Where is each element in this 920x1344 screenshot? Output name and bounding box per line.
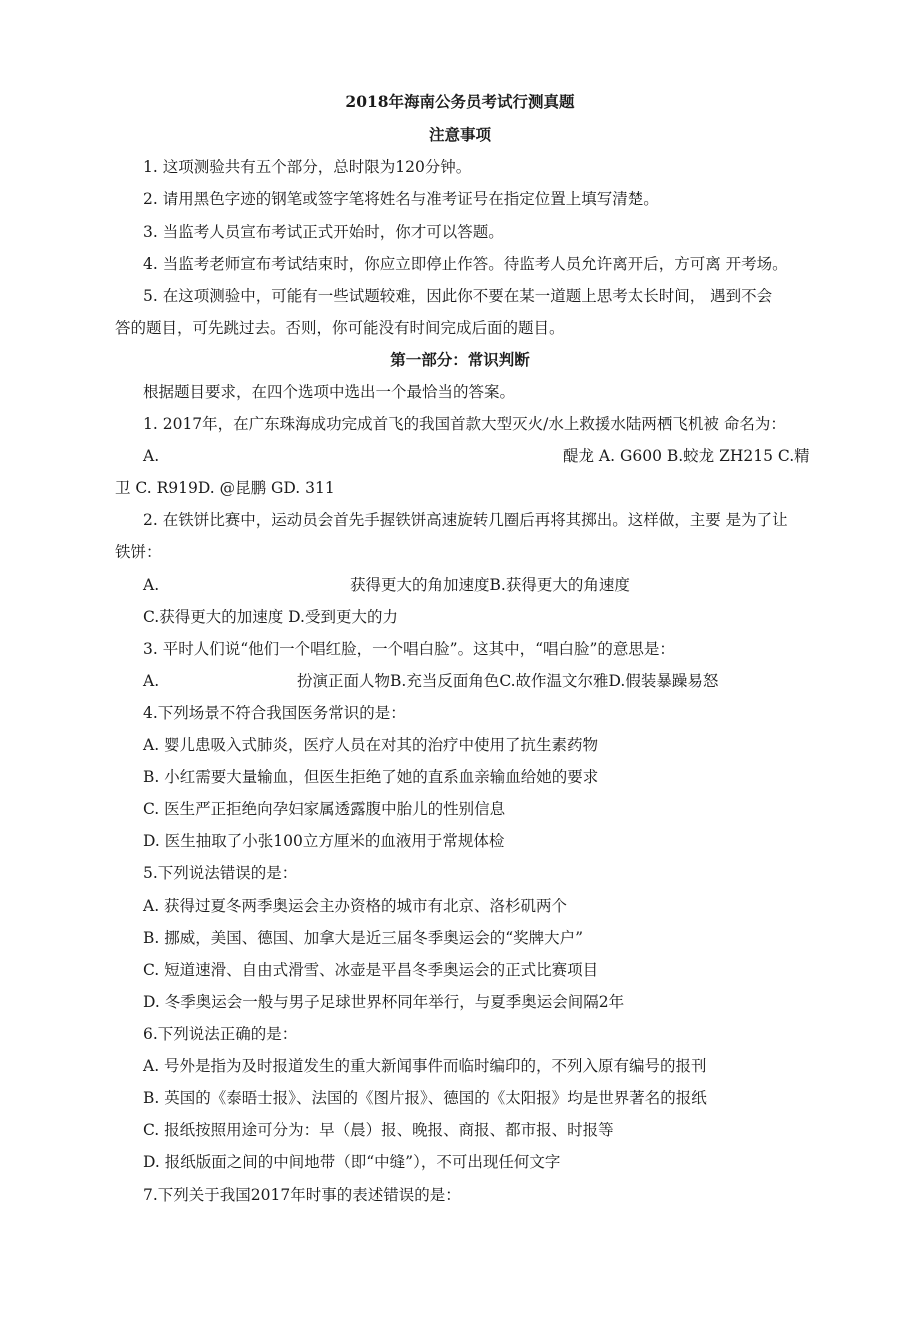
q6-stem: 6.下列说法正确的是： (143, 1025, 298, 1043)
part1-heading: 第一部分：常识判断 (390, 350, 530, 369)
notice-item-4: 4. 当监考老师宣布考试结束时，你应立即停止作答。待监考人员允许离开后，方可离 开考场。 (143, 255, 788, 273)
q2-options-line1: 获得更大的角加速度B.获得更大的角速度 (350, 576, 630, 594)
q4-stem: 4.下列场景不符合我国医务常识的是： (143, 704, 406, 722)
q1-options-line2: 卫 C. R919D. @昆鹏 GD. 311 (115, 479, 335, 497)
q3-label: A. (143, 672, 160, 690)
q4-option-b: B. 小红需要大量输血，但医生拒绝了她的直系血亲输血给她的要求 (143, 768, 599, 786)
notice-item-1: 1. 这项测验共有五个部分，总时限为120分钟。 (143, 158, 472, 176)
q5-stem: 5.下列说法错误的是： (143, 864, 298, 882)
q4-option-c: C. 医生严正拒绝向孕妇家属透露腹中胎儿的性别信息 (143, 800, 506, 818)
q7-stem: 7.下列关于我国2017年时事的表述错误的是： (143, 1186, 461, 1204)
q1-options-line1: 醍龙 A. G600 B.蛟龙 ZH215 C.精 (563, 447, 810, 465)
q5-option-b: B. 挪威，美国、德国、加拿大是近三届冬季奥运会的“奖牌大户” (143, 929, 584, 947)
q2-stem-cont: 铁饼： (115, 543, 162, 561)
page-title: 2018年海南公务员考试行测真题 (345, 92, 575, 111)
q1-label: A. (143, 447, 160, 465)
notice-heading: 注意事项 (428, 125, 491, 144)
notice-item-3: 3. 当监考人员宣布考试正式开始时，你才可以答题。 (143, 223, 504, 241)
q6-option-b: B. 英国的《泰晤士报》、法国的《图片报》、德国的《太阳报》均是世界著名的报纸 (143, 1089, 707, 1107)
q2-stem: 2. 在铁饼比赛中，运动员会首先手握铁饼高速旋转几圈后再将其掷出。这样做，主要 是为了让 (143, 511, 788, 529)
notice-item-5-cont: 答的题目，可先跳过去。否则，你可能没有时间完成后面的题目。 (115, 319, 565, 337)
q5-option-d: D. 冬季奥运会一般与男子足球世界杯同年举行，与夏季奥运会间隔2年 (143, 993, 625, 1011)
q1-stem: 1. 2017年，在广东珠海成功完成首飞的我国首款大型灭火/水上救援水陆两栖飞机被 命名为： (143, 415, 786, 433)
notice-item-2: 2. 请用黑色字迹的钢笔或签字笔将姓名与准考证号在指定位置上填写清楚。 (143, 190, 659, 208)
q3-options: 扮演正面人物B.充当反面角色C.故作温文尔雅D.假装暴躁易怒 (297, 672, 719, 690)
q4-option-d: D. 医生抽取了小张100立方厘米的血液用于常规体检 (143, 832, 505, 850)
q2-label: A. (143, 576, 160, 594)
q3-stem: 3. 平时人们说“他们一个唱红脸，一个唱白脸”。这其中，“唱白脸”的意思是： (143, 640, 675, 658)
q6-option-d: D. 报纸版面之间的中间地带（即“中缝”），不可出现任何文字 (143, 1153, 561, 1171)
notice-item-5: 5. 在这项测验中，可能有一些试题较难，因此你不要在某一道题上思考太长时间， 遇到不会 (143, 287, 773, 305)
q4-option-a: A. 婴儿患吸入式肺炎，医疗人员在对其的治疗中使用了抗生素药物 (143, 736, 599, 754)
q5-option-c: C. 短道速滑、自由式滑雪、冰壶是平昌冬季奥运会的正式比赛项目 (143, 961, 599, 979)
q6-option-c: C. 报纸按照用途可分为：早（晨）报、晚报、商报、都市报、时报等 (143, 1121, 614, 1139)
q5-option-a: A. 获得过夏冬两季奥运会主办资格的城市有北京、洛杉矶两个 (143, 897, 568, 915)
q6-option-a: A. 号外是指为及时报道发生的重大新闻事件而临时编印的，不列入原有编号的报刊 (143, 1057, 707, 1075)
instruction: 根据题目要求，在四个选项中选出一个最恰当的答案。 (143, 383, 516, 401)
q2-options-line2: C.获得更大的加速度 D.受到更大的力 (143, 608, 398, 626)
